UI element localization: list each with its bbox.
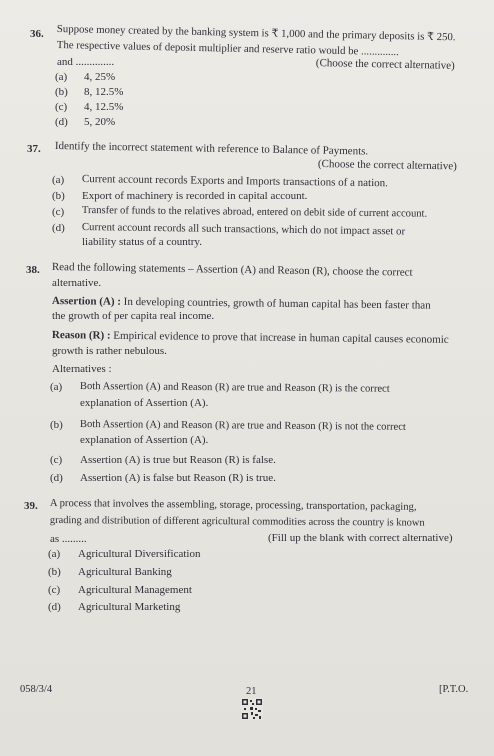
option-label: (a) bbox=[48, 548, 61, 560]
option-text: Both Assertion (A) and Reason (R) are true and Reason (R) is not the correct bbox=[79, 418, 406, 433]
reason-text: growth is rather nebulous. bbox=[52, 345, 167, 357]
option-label: (c) bbox=[50, 454, 63, 466]
question-text: Identify the incorrect statement with reference to Balance of Payments. bbox=[54, 139, 369, 158]
question-number: 38. bbox=[26, 264, 40, 276]
question-text: The respective values of deposit multiplier and reserve ratio would be .............. bbox=[56, 38, 400, 59]
option-text: 4, 12.5% bbox=[84, 101, 124, 113]
question-text-part: Read the following statements – Assertion (A) and Reason (R), choose the correct bbox=[51, 260, 413, 279]
option-text-continued: explanation of Assertion (A). bbox=[80, 397, 209, 409]
option-text: Agricultural Marketing bbox=[78, 601, 181, 613]
option-label: (b) bbox=[50, 419, 63, 431]
assertion-text: the growth of per capita real income. bbox=[52, 310, 215, 322]
instruction-text: (Choose the correct alternative) bbox=[317, 157, 457, 173]
please-turn-over: [P.T.O. bbox=[439, 684, 469, 695]
option-text: Both Assertion (A) and Reason (R) are true and Reason (R) is the correct bbox=[79, 380, 390, 395]
question-number: 36. bbox=[30, 28, 44, 40]
paper-code: 058/3/4 bbox=[20, 684, 53, 695]
option-text: Current account records Exports and Imports transactions of a nation. bbox=[81, 172, 389, 190]
option-text: Export of machinery is recorded in capital account. bbox=[82, 190, 308, 202]
option-label: (a) bbox=[50, 381, 63, 393]
option-label: (a) bbox=[52, 174, 65, 186]
question-text: alternative. bbox=[52, 277, 102, 289]
option-text: Assertion (A) is false but Reason (R) is true. bbox=[80, 472, 276, 484]
option-text-continued: liability status of a country. bbox=[82, 236, 202, 248]
assertion-text: In developing countries, growth of human capital has been faster than bbox=[123, 295, 431, 312]
option-text: 8, 12.5% bbox=[84, 86, 124, 98]
question-text: A process that involves the assembling, storage, processing, transportation, packaging, bbox=[49, 497, 417, 513]
option-text: 4, 25% bbox=[84, 71, 116, 83]
question-number: 37. bbox=[27, 143, 41, 155]
option-text: 5, 20% bbox=[84, 116, 116, 128]
option-text: Agricultural Diversification bbox=[78, 548, 201, 560]
question-text: Suppose money created by the banking system is ₹ 1,000 and the primary deposits is ₹ 250. bbox=[56, 22, 456, 44]
option-label: (c) bbox=[52, 206, 65, 218]
page-number: 21 bbox=[246, 686, 257, 697]
option-label: (b) bbox=[48, 566, 61, 578]
option-text: Current account records all such transactions, which do not impact asset or bbox=[81, 220, 406, 238]
reason-text: Empirical evidence to prove that increase in human capital causes economic bbox=[113, 329, 449, 346]
option-text: Agricultural Management bbox=[78, 584, 192, 596]
option-label: (d) bbox=[50, 472, 63, 484]
option-label: (d) bbox=[52, 222, 65, 234]
option-label: (c) bbox=[55, 101, 68, 113]
option-label: (c) bbox=[48, 584, 61, 596]
reason-label: Reason (R) : bbox=[51, 328, 111, 342]
option-text: Assertion (A) is true but Reason (R) is false. bbox=[80, 454, 276, 466]
instruction-text: (Choose the correct alternative) bbox=[315, 56, 455, 72]
question-text: grading and distribution of different agricultural commodities across the country is known bbox=[49, 515, 425, 529]
option-label: (a) bbox=[55, 71, 68, 83]
option-text-continued: explanation of Assertion (A). bbox=[80, 434, 209, 446]
instruction-text: (Fill up the blank with correct alternative) bbox=[268, 532, 453, 544]
assertion-label: Assertion (A) : bbox=[51, 294, 122, 308]
qr-code-icon bbox=[241, 698, 263, 720]
question-text: and .............. bbox=[57, 56, 115, 68]
question-number: 39. bbox=[24, 500, 38, 512]
question-text: as ......... bbox=[50, 533, 87, 545]
option-label: (d) bbox=[55, 116, 68, 128]
option-label: (b) bbox=[55, 86, 68, 98]
option-text: Agricultural Banking bbox=[78, 566, 172, 578]
option-label: (b) bbox=[52, 190, 65, 202]
option-text: Transfer of funds to the relatives abroad, entered on debit side of current account. bbox=[81, 204, 428, 220]
option-label: (d) bbox=[48, 601, 61, 613]
question-text bbox=[52, 260, 413, 280]
alternatives-heading: Alternatives : bbox=[52, 363, 112, 375]
